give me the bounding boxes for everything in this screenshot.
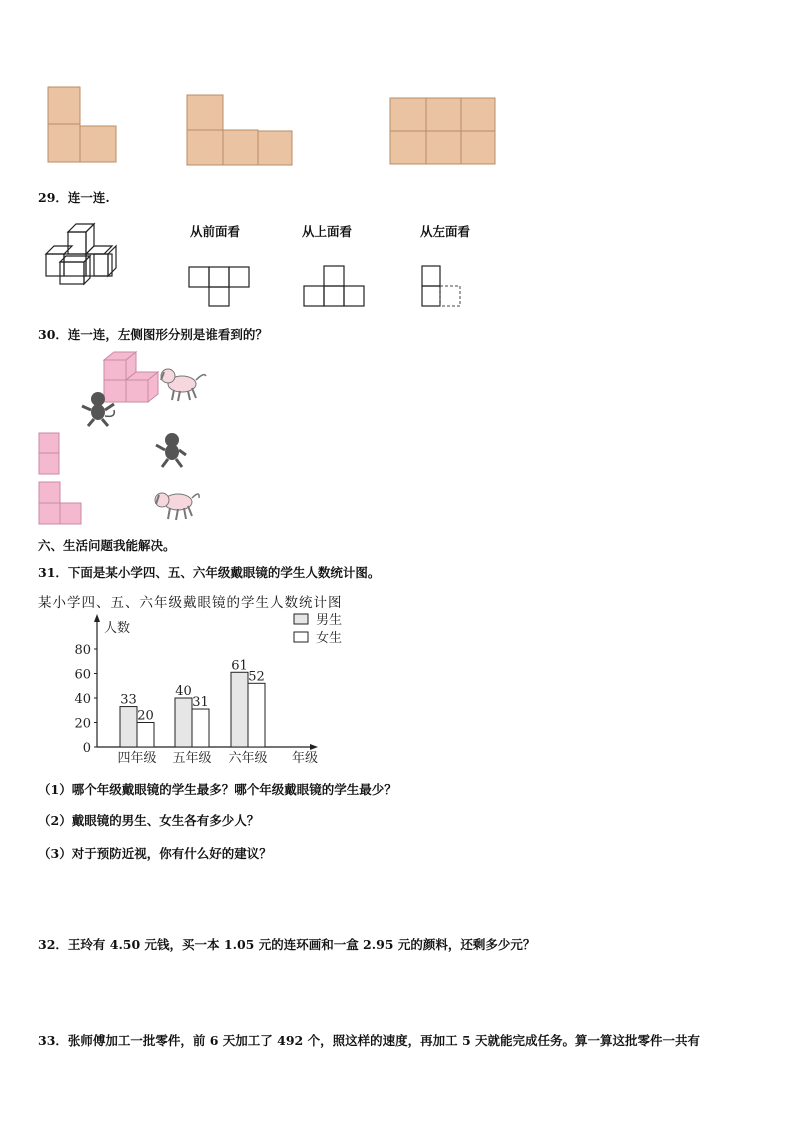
bar-value-label: 20 [137, 708, 154, 724]
view-label-left: 从左面看 [420, 224, 471, 239]
y-tick-label: 20 [74, 716, 91, 732]
q31-title: 31．下面是某小学四、五、六年级戴眼镜的学生人数统计图。 [38, 565, 381, 580]
chart-y-axis-arrow [94, 614, 100, 622]
view-label-front: 从前面看 [190, 224, 241, 239]
q31-sub3: （3）对于预防近视，你有什么好的建议？ [38, 846, 272, 861]
y-tick-label: 60 [74, 667, 91, 683]
chart-y-axis-label: 人数 [104, 621, 131, 636]
y-tick-label: 80 [74, 643, 91, 658]
x-category-label: 四年级 [117, 751, 157, 766]
legend-swatch-female [294, 632, 308, 642]
chart-x-axis-arrow [310, 744, 318, 750]
bar-female [248, 683, 265, 747]
legend-label-male: 男生 [316, 613, 343, 628]
bar-value-label: 33 [120, 692, 137, 708]
q30-title: 30．连一连，左侧图形分别是谁看到的？ [38, 327, 268, 342]
bar-male [120, 707, 137, 747]
bar-male [175, 698, 192, 747]
chart-title: 某小学四、五、六年级戴眼镜的学生人数统计图 [38, 595, 343, 611]
bar-value-label: 61 [231, 658, 248, 674]
q31-sub2: （2）戴眼镜的男生、女生各有多少人？ [38, 813, 260, 828]
view-label-top: 从上面看 [302, 224, 353, 239]
bar-value-label: 31 [192, 695, 209, 711]
legend-label-female: 女生 [316, 631, 343, 646]
q32-title: 32．王玲有 4.50 元钱，买一本 1.05 元的连环画和一盒 2.95 元的颜料，还剩多少元？ [38, 937, 536, 952]
bar-value-label: 40 [175, 684, 192, 699]
section6-title: 六、生活问题我能解决。 [38, 538, 176, 553]
y-tick-label: 40 [74, 692, 91, 707]
bar-female [192, 709, 209, 747]
x-category-label: 五年级 [172, 751, 212, 766]
q31-sub1: （1）哪个年级戴眼镜的学生最多？哪个年级戴眼镜的学生最少？ [38, 782, 397, 797]
q29-title: 29．连一连. [38, 190, 110, 205]
q33-title: 33．张师傅加工一批零件，前 6 天加工了 492 个，照这样的速度，再加工 5 天就能完成任务。算一算这批零件一共有 [38, 1033, 700, 1048]
bar-female [137, 723, 154, 748]
bar-value-label: 52 [248, 669, 265, 685]
bar-male [231, 672, 248, 747]
legend-swatch-male [294, 614, 308, 624]
x-category-label: 六年级 [228, 751, 268, 766]
y-tick-label: 0 [82, 741, 91, 756]
chart-x-axis-label: 年级 [292, 751, 319, 766]
